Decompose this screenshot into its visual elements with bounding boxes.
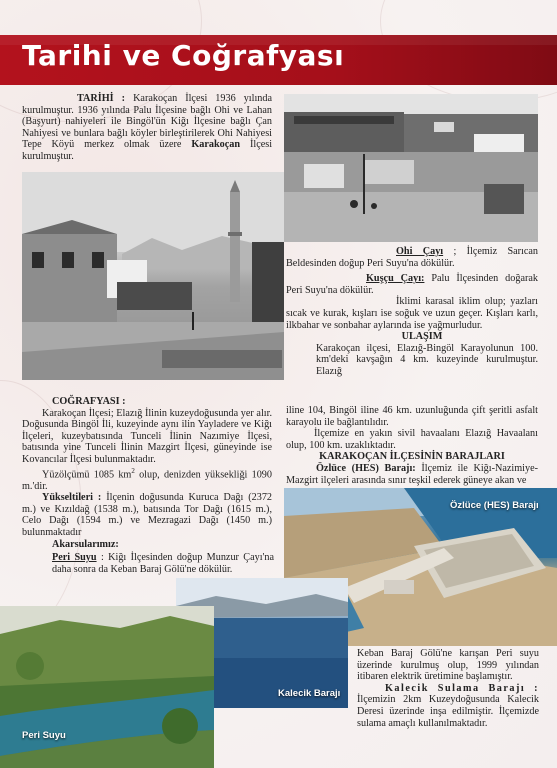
kuscu-text: Palu İlçesinden doğarak Peri Suyu'na dökülür. [286,273,538,296]
waters-heading: Akarsularımız: [52,538,119,550]
page-title: Tarihi ve Coğrafyası [22,39,345,72]
transport-text-3: İlçemize en yakın sivil havaalanı Elazığ Havaalanı olup, 100 km. uzaklıktadır. [286,428,538,451]
kalecik-caption: Kalecik Barajı [278,688,341,699]
mosque-photo [22,172,284,380]
climate-text: İklimi karasal iklim olup; yazları sıcak ve kurak, kışları ise soğuk ve uzun geçer. Kışları karlı, ilkbahar ve sonbahar aylarında ise yağmurludur. [286,296,538,331]
transport-continuation [286,405,538,486]
altitude-unit-sup: 2 [131,466,135,475]
dams-heading: KARAKOÇAN İLÇESİNİN BARAJLARI [319,451,505,463]
old-street-photo [284,94,538,242]
ozluce-text: İlçemiz ile Kiğı-Nazimiye-Mazgirt ilçeleri arasında sınır teşkil ederek güneye akan ve [286,462,538,486]
ozluce-label: Özlüce (HES) Barajı: [316,462,416,474]
peri-suyu-photo [0,606,214,768]
geography-heading: COĞRAFYASI : [52,396,126,407]
altitude-text: Yüzölçümü 1085 km [42,468,132,480]
ohi-text: ; İlçemiz Sarıcan Beldesinden doğup Peri Suyu'na dökülür. [286,246,539,269]
kuscu-label: Kuşçu Çayı: [366,273,425,285]
history-town: Karakoçan [191,139,241,151]
peri-label: Peri Suyu [52,552,97,563]
heights-label: Yükseltileri : [42,492,102,504]
rivers-climate-text [286,246,538,378]
dams-bottom-text [357,648,539,729]
transport-text: Karakoçan ilçesi, Elazığ-Bingöl Karayolunun 100. km'deki kavşağın 4 km. kuzeyinde kurulmuştur. Elazığ [316,342,538,377]
ohi-label: Ohi Çayı [396,246,444,257]
geography-location-text: Karakoçan İlçesi; Elazığ İlinin kuzeydoğusunda yer alır. Doğusunda Bingöl İli, kuzeyinde aynı ilin Yayladere ve Kiğı İlçeleri, kuzeybatısında Tunceli İlinin Nazımiye İlçesi, batısında yine Tunceli İlinin Mazgirt İlçesi, güneyinde ise Kovancılar İlçesi bulunmaktadır. [22,407,272,465]
heights-text: İlçenin doğusunda Kuruca Dağı (2372 m.) ve Kızıldağ (1538 m.), batısında Tor Dağı (1615 m.), Celo Dağı (1594 m.) ve Mezragazi Dağı (1450 m.) bulunmaktadır [22,492,273,538]
history-paragraph [22,93,272,163]
history-label: TARİHİ : [77,93,126,104]
transport-heading: ULAŞIM [401,331,443,343]
history-text-end: İlçesi kurulmuştur. [22,139,273,162]
kalecik-label: Kalecik Sulama Barajı : [385,682,539,694]
kalecik-text: İlçemizin 2km Kuzeydoğusunda Kalecik Deresi üzerinde inşa edilmiştir. İlçemizde sulama amaçlı kullanılmaktadır. [357,694,539,729]
ozluce-caption: Özlüce (HES) Barajı [450,500,539,511]
keban-text: Keban Baraj Gölü'ne karışan Peri suyu üzerinde kurulmuş olup, 1999 yılından itibaren elektrik üretimine başlamıştır. [357,648,539,683]
peri-desc: : Kiğı İlçesinden doğup Munzur Çayı'na daha sonra da Keban Baraj Gölü'ne dökülür. [52,552,274,575]
peri-caption: Peri Suyu [22,730,66,741]
geography-text [22,396,272,550]
altitude-text-end: olup, denizden yüksekliği 1090 m.'dir. [22,468,272,492]
history-text: Karakoçan İlçesi 1936 yılında kurulmuştur. 1936 yılında Palu İlçesine bağlı Ohi ve Lahan (Başyurt) nahiyeleri ile Bingöl'ün Kiğı İlçesine bağlı Çan Nahiyesi ve bunlara bağlı köyler birleştirilerek Ohi Nahiyesi Tepe Köyü merkez olmak üzere [22,93,272,151]
peri-text [22,552,274,575]
transport-text-2: iline 104, Bingöl iline 46 km. uzunluğunda çift şeritli asfalt karayolu ile bağlantılıdır. [286,405,538,428]
